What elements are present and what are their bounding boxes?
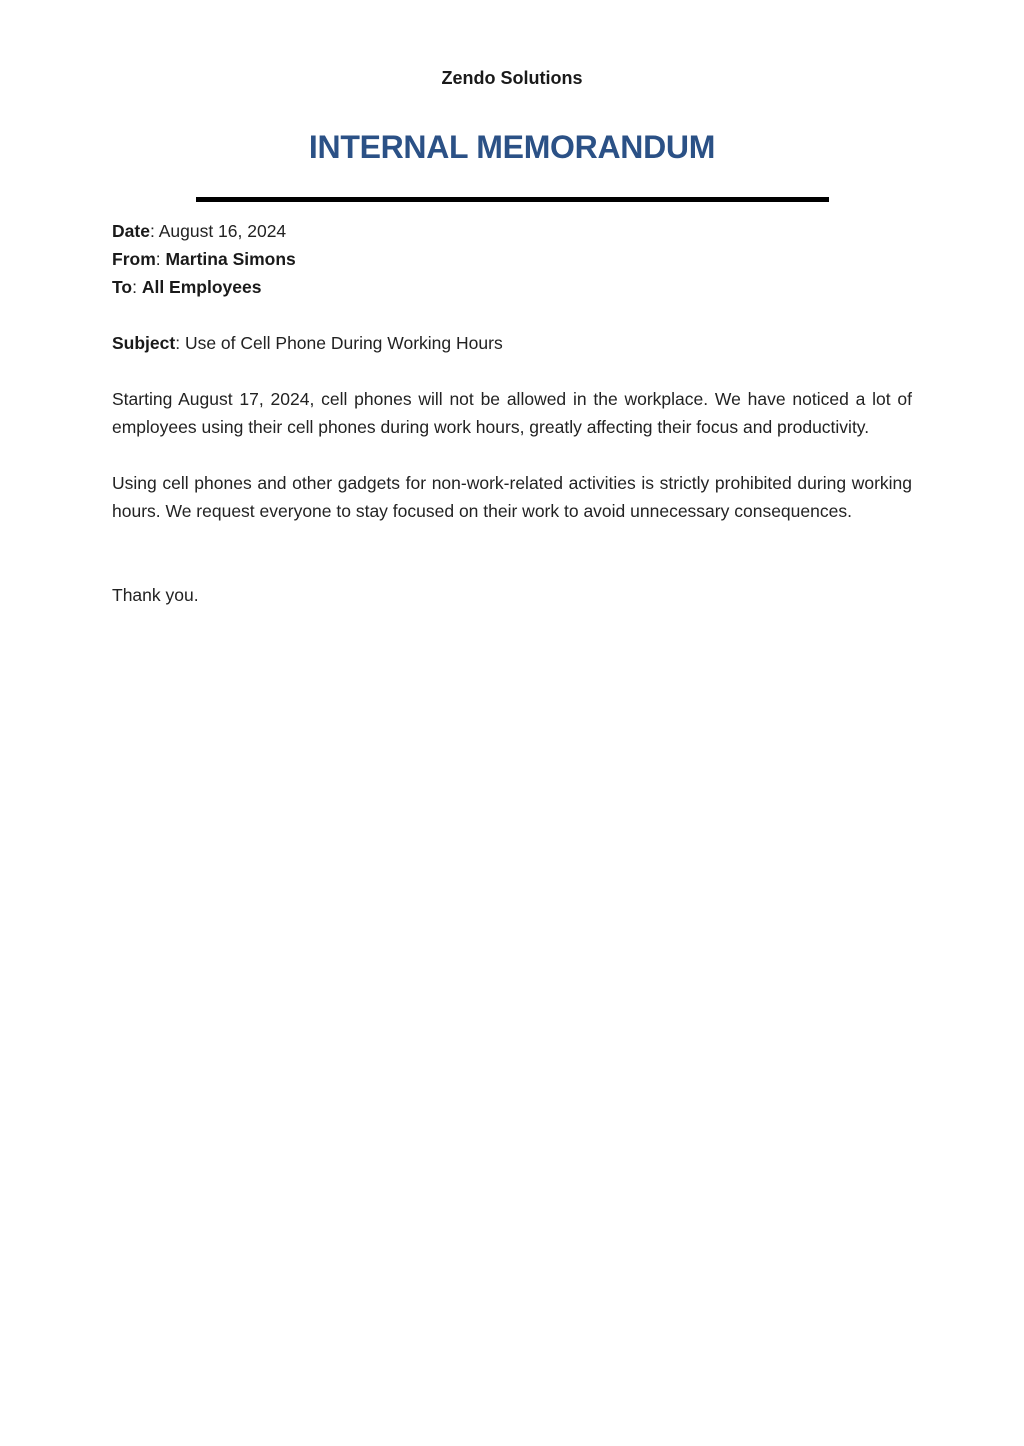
to-label: To	[112, 277, 133, 297]
spacer	[112, 301, 912, 329]
body-paragraph-1: Starting August 17, 2024, cell phones will not be allowed in the workplace. We have noticed a lot of employees using their cell phones during work hours, greatly affecting their focus and productivity.	[112, 389, 912, 437]
date-value: August 16, 2024	[158, 221, 287, 241]
from-line	[112, 245, 912, 273]
spacer	[112, 525, 912, 581]
subject-line	[112, 329, 912, 357]
date-line	[112, 217, 912, 245]
subject-separator: :	[175, 333, 185, 353]
to-line	[112, 273, 912, 301]
from-separator: :	[155, 249, 166, 269]
date-separator: :	[149, 221, 159, 241]
date-label: Date	[112, 221, 150, 241]
subject-label: Subject	[112, 333, 176, 353]
memo-content	[112, 217, 912, 609]
to-separator: :	[132, 277, 142, 297]
subject-value: Use of Cell Phone During Working Hours	[184, 333, 503, 353]
body-paragraph-2: Using cell phones and other gadgets for non-work-related activities is strictly prohibited during working hours. We request everyone to stay focused on their work to avoid unnecessary consequences.	[112, 473, 912, 521]
from-value: Martina Simons	[165, 249, 296, 269]
spacer	[112, 441, 912, 469]
company-name: Zendo Solutions	[441, 68, 583, 88]
title-divider	[196, 197, 829, 202]
to-value: All Employees	[141, 277, 262, 297]
spacer	[112, 357, 912, 385]
from-label: From	[112, 249, 156, 269]
memo-title: INTERNAL MEMORANDUM	[308, 129, 716, 165]
closing-line: Thank you.	[112, 585, 199, 605]
